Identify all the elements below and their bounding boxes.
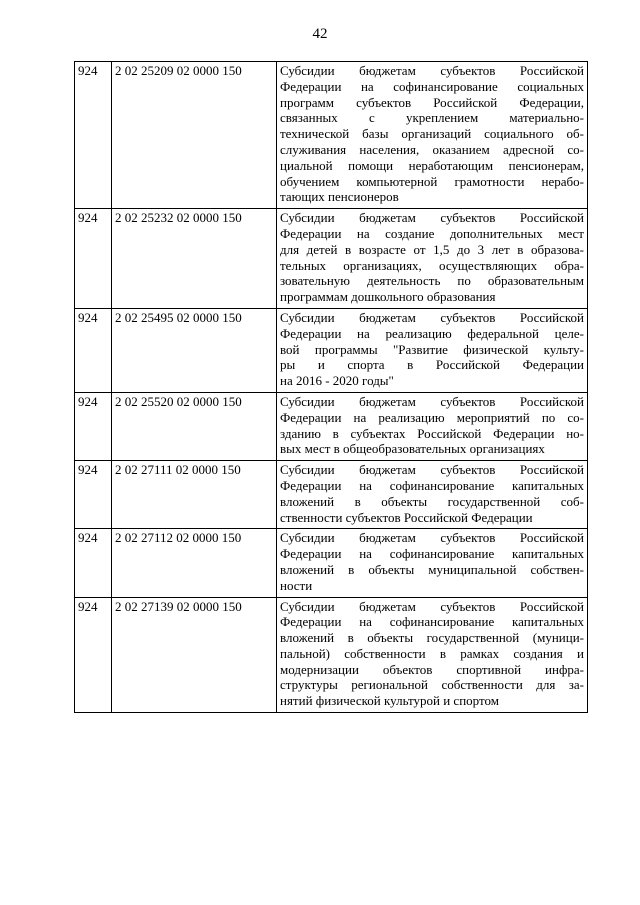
description-line: пальной) собственности в рамках создания и [280,645,584,661]
table-row [75,597,588,713]
description-line: программ субъектов Российской Федерации, [280,94,584,110]
description-line: обучением компьютерной грамотности нерабо- [280,173,584,189]
description-line: Субсидии бюджетам субъектов Российской [280,210,584,226]
description-line: вых мест в общеобразовательных организациях [280,441,545,457]
admin-code-cell: 924 [75,461,112,529]
description-line: модернизации объектов спортивной инфра- [280,661,584,677]
description-line: зовательную деятельность по образовательным [280,273,584,289]
description-line: тельных организациях, осуществляющих обра- [280,257,584,273]
description-line: циальной помощи неработающим пенсионерам, [280,157,584,173]
description-line: Федерации на реализацию мероприятий по со- [280,409,584,425]
description-line: программам дошкольного образования [280,289,496,305]
revenue-description-cell [277,308,588,392]
page-number: 42 [312,26,328,42]
revenue-description-cell [277,461,588,529]
budget-codes-table [74,61,588,713]
table-row [75,529,588,597]
table-row [75,392,588,460]
revenue-description-cell [277,597,588,713]
revenue-description-cell [277,209,588,309]
description-line: Федерации на реализацию федеральной целе- [280,325,584,341]
description-line: Субсидии бюджетам субъектов Российской [280,598,584,614]
admin-code-cell: 924 [75,62,112,209]
description-line: на 2016 - 2020 годы" [280,373,394,389]
description-line: ры и спорта в Российской Федерации [280,357,584,373]
admin-code-cell: 924 [75,529,112,597]
description-line: ности [280,577,313,593]
description-line: Федерации на софинансирование капитальных [280,614,584,630]
table-row [75,62,588,209]
description-line: Федерации на создание дополнительных мест [280,225,584,241]
description-line: вложений в объекты муниципальной собствен- [280,561,584,577]
budget-classification-code-cell: 2 02 27139 02 0000 150 [112,597,277,713]
table-row [75,209,588,309]
admin-code-cell: 924 [75,597,112,713]
description-line: для детей в возрасте от 1,5 до 3 лет в образова- [280,241,584,257]
description-line: Субсидии бюджетам субъектов Российской [280,309,584,325]
description-line: Субсидии бюджетам субъектов Российской [280,393,584,409]
description-line: Федерации на софинансирование социальных [280,78,584,94]
budget-classification-code-cell: 2 02 25232 02 0000 150 [112,209,277,309]
description-line: нятий физической культурой и спортом [280,693,499,709]
description-line: служивания населения, оказанием адресной со- [280,141,584,157]
description-line: вой программы "Развитие физической культу- [280,341,584,357]
description-line: вложений в объекты государственной соб- [280,493,584,509]
revenue-description-cell [277,62,588,209]
budget-classification-code-cell: 2 02 25209 02 0000 150 [112,62,277,209]
budget-classification-code-cell: 2 02 27111 02 0000 150 [112,461,277,529]
description-line: Федерации на софинансирование капитальных [280,477,584,493]
table-row [75,308,588,392]
description-line: зданию в субъектах Российской Федерации но- [280,425,584,441]
description-line: Субсидии бюджетам субъектов Российской [280,462,584,478]
budget-classification-code-cell: 2 02 27112 02 0000 150 [112,529,277,597]
description-line: Субсидии бюджетам субъектов Российской [280,63,584,78]
description-line: вложений в объекты государственной (муници- [280,630,584,646]
admin-code-cell: 924 [75,308,112,392]
description-line: структуры региональной собственности для за- [280,677,584,693]
description-line: тающих пенсионеров [280,189,399,205]
description-line: Федерации на софинансирование капитальных [280,546,584,562]
description-line: технической базы организаций социального об- [280,126,584,142]
revenue-description-cell [277,392,588,460]
revenue-description-cell [277,529,588,597]
admin-code-cell: 924 [75,392,112,460]
description-line: ственности субъектов Российской Федерации [280,509,533,525]
budget-classification-code-cell: 2 02 25520 02 0000 150 [112,392,277,460]
description-line: связанных с укреплением материально- [280,110,584,126]
table-row [75,461,588,529]
description-line: Субсидии бюджетам субъектов Российской [280,530,584,546]
budget-classification-code-cell: 2 02 25495 02 0000 150 [112,308,277,392]
admin-code-cell: 924 [75,209,112,309]
